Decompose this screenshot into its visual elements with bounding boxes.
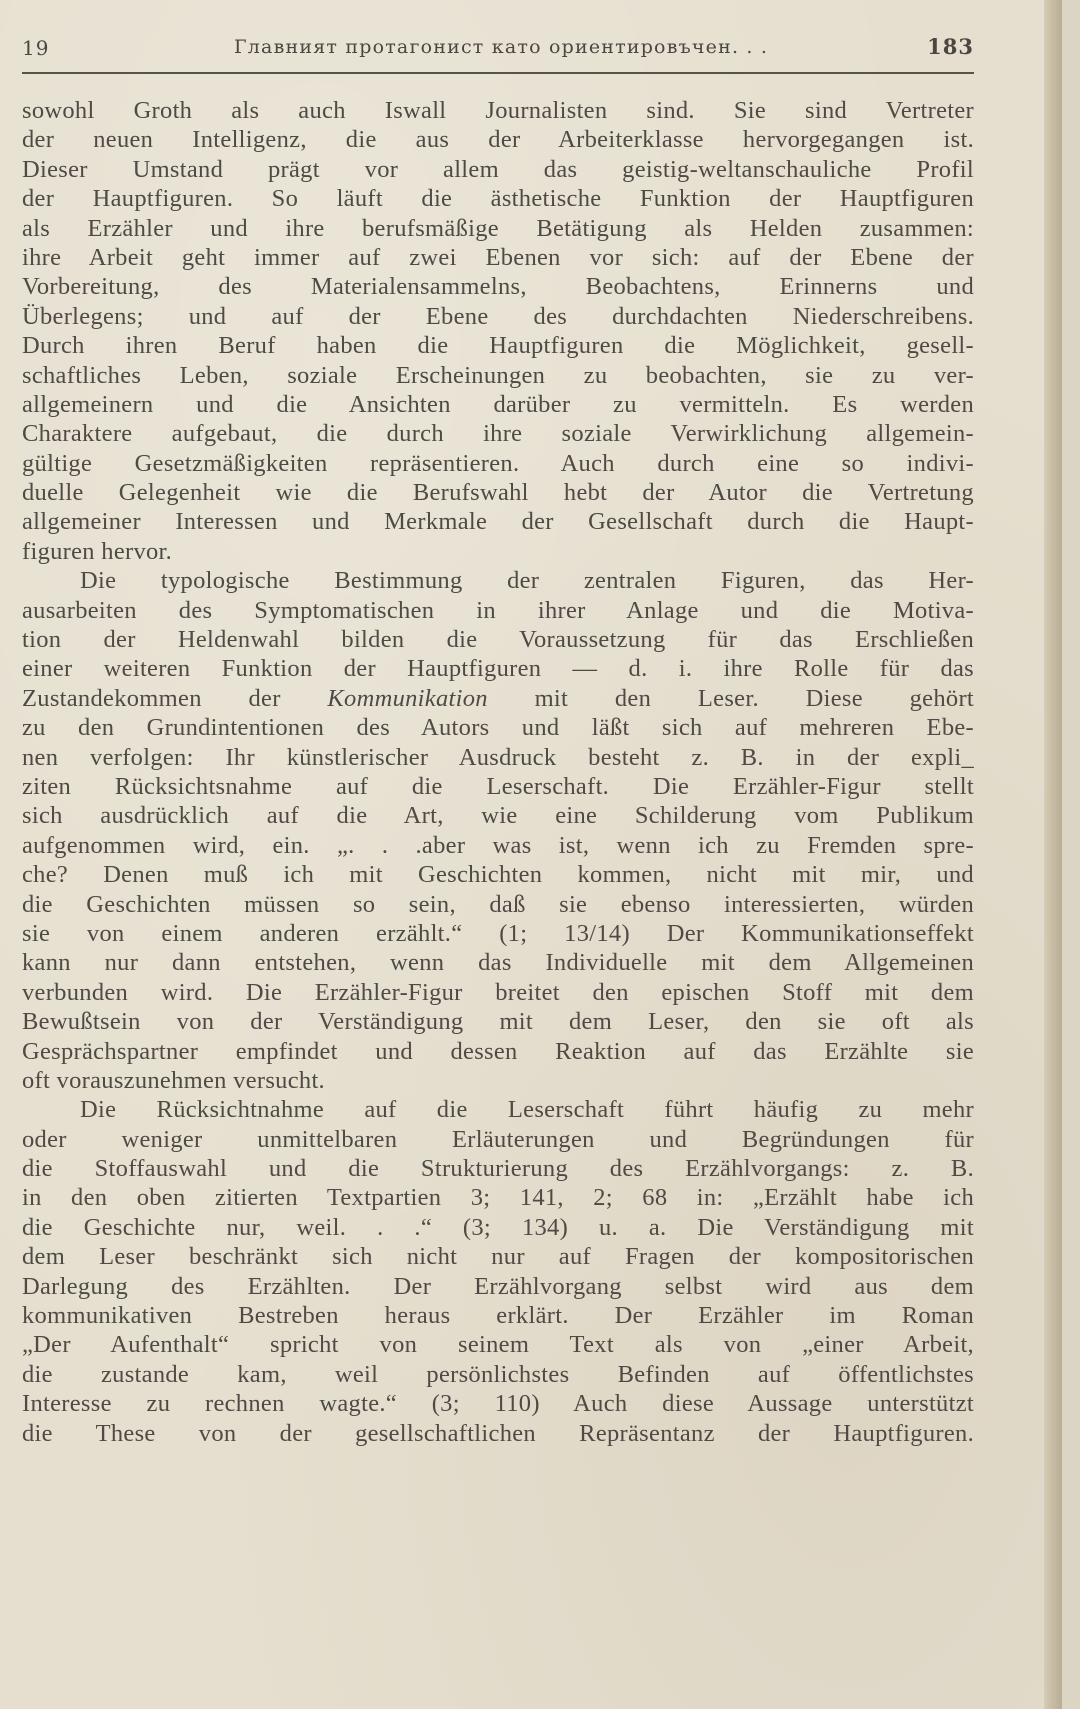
- text-line: als Erzähler und ihre berufsmäßige Betätigung als Helden zusammen:: [22, 214, 974, 242]
- text-line: allgemeiner Interessen und Merkmale der Gesellschaft durch die Haupt-: [22, 508, 974, 536]
- header-rule: [22, 72, 974, 74]
- text-line: nen verfolgen: Ihr künstlerischer Ausdruck besteht z. B. in der expli_: [22, 743, 974, 771]
- text-line: Überlegens; und auf der Ebene des durchdachten Niederschreibens.: [22, 302, 974, 330]
- text-line: Dieser Umstand prägt vor allem das geistig-weltanschauliche Profil: [22, 155, 974, 183]
- text-line: figuren hervor.: [22, 537, 173, 565]
- text-line: der Hauptfiguren. So läuft die ästhetische Funktion der Hauptfiguren: [22, 185, 974, 213]
- text-line: Die Rücksichtnahme auf die Leserschaft führt häufig zu mehr: [80, 1096, 974, 1124]
- text-line: dem Leser beschränkt sich nicht nur auf Fragen der kompositorischen: [22, 1243, 974, 1271]
- text-line: in den oben zitierten Textpartien 3; 141, 2; 68 in: „Erzählt habe ich: [22, 1184, 974, 1212]
- text-line: gültige Gesetzmäßigkeiten repräsentieren. Auch durch eine so indivi-: [22, 449, 974, 477]
- text-line: die These von der gesellschaftlichen Repräsentanz der Hauptfiguren.: [22, 1419, 974, 1447]
- text-line: aufgenommen wird, ein. „. . .aber was ist, wenn ich zu Fremden spre-: [22, 831, 974, 859]
- text-line: oft vorauszunehmen versucht.: [22, 1066, 325, 1094]
- text-line: sich ausdrücklich auf die Art, wie eine Schilderung vom Publikum: [22, 802, 974, 830]
- text-line: kann nur dann entstehen, wenn das Individuelle mit dem Allgemeinen: [22, 949, 974, 977]
- text-line: ihre Arbeit geht immer auf zwei Ebenen vor sich: auf der Ebene der: [22, 243, 974, 271]
- text-line: zu den Grundintentionen des Autors und läßt sich auf mehreren Ebe-: [22, 714, 974, 742]
- text-line: Bewußtsein von der Verständigung mit dem Leser, den sie oft als: [22, 1008, 974, 1036]
- text-line: Charaktere aufgebaut, die durch ihre soziale Verwirklichung allgemein-: [22, 420, 974, 448]
- text-line: Vorbereitung, des Materialensammelns, Beobachtens, Erinnerns und: [22, 273, 974, 301]
- text-line: Interesse zu rechnen wagte.“ (3; 110) Auch diese Aussage unterstützt: [22, 1390, 974, 1418]
- text-line: ausarbeiten des Symptomatischen in ihrer Anlage und die Motiva-: [22, 596, 974, 624]
- text-span: mit den Leser. Diese gehört: [487, 684, 975, 712]
- text-line: die Stoffauswahl und die Strukturierung des Erzählvorgangs: z. B.: [22, 1155, 974, 1183]
- text-line: schaftliches Leben, soziale Erscheinungen zu beobachten, sie zu ver-: [22, 361, 974, 389]
- text-line: Die typologische Bestimmung der zentralen Figuren, das Her-: [80, 567, 974, 595]
- page-edge: [1044, 0, 1062, 1709]
- text-line: che? Denen muß ich mit Geschichten kommen, nicht mit mir, und: [22, 861, 974, 889]
- emphasis-kommunikation: Kommunikation: [327, 684, 488, 712]
- text-line: sie von einem anderen erzählt.“ (1; 13/14) Der Kommunikationseffekt: [22, 919, 974, 947]
- page-header: [22, 30, 974, 70]
- page-number-right: 183: [927, 34, 974, 59]
- running-title: Главният протагонист като ориентировъчен. . .: [234, 36, 769, 58]
- paragraph-1: [22, 96, 974, 566]
- text-line: oder weniger unmittelbaren Erläuterungen und Begründungen für: [22, 1125, 974, 1153]
- text-line: einer weiteren Funktion der Hauptfiguren — d. i. ihre Rolle für das: [22, 655, 974, 683]
- text-line: der neuen Intelligenz, die aus der Arbeiterklasse hervorgegangen ist.: [22, 126, 974, 154]
- text-line: die Geschichten müssen so sein, daß sie ebenso interessierten, würden: [22, 890, 974, 918]
- text-line: sowohl Groth als auch Iswall Journalisten sind. Sie sind Vertreter: [22, 97, 974, 124]
- text-line: die zustande kam, weil persönlichstes Befinden auf öffentlichstes: [22, 1360, 974, 1388]
- text-line: [22, 684, 974, 713]
- text-span: Zustandekommen der: [22, 684, 328, 712]
- page-number-left: 19: [22, 36, 50, 60]
- text-line: kommunikativen Bestreben heraus erklärt. Der Erzähler im Roman: [22, 1302, 974, 1330]
- text-line: Darlegung des Erzählten. Der Erzählvorgang selbst wird aus dem: [22, 1272, 974, 1300]
- text-line: verbunden wird. Die Erzähler-Figur breitet den epischen Stoff mit dem: [22, 978, 974, 1006]
- text-line: allgemeinern und die Ansichten darüber zu vermitteln. Es werden: [22, 390, 974, 418]
- text-line: duelle Gelegenheit wie die Berufswahl hebt der Autor die Vertretung: [22, 479, 974, 507]
- paragraph-2: [22, 566, 974, 1095]
- body-text: [22, 96, 974, 1448]
- text-line: tion der Heldenwahl bilden die Voraussetzung für das Erschließen: [22, 626, 974, 654]
- text-line: „Der Aufenthalt“ spricht von seinem Text als von „einer Arbeit,: [22, 1331, 974, 1359]
- text-line: ziten Rücksichtsnahme auf die Leserschaft. Die Erzähler-Figur stellt: [22, 772, 974, 800]
- text-line: Durch ihren Beruf haben die Hauptfiguren die Möglichkeit, gesell-: [22, 332, 974, 360]
- text-line: Gesprächspartner empfindet und dessen Reaktion auf das Erzählte sie: [22, 1037, 974, 1065]
- text-line: die Geschichte nur, weil. . .“ (3; 134) u. a. Die Verständigung mit: [22, 1213, 974, 1241]
- paragraph-3: [22, 1095, 974, 1448]
